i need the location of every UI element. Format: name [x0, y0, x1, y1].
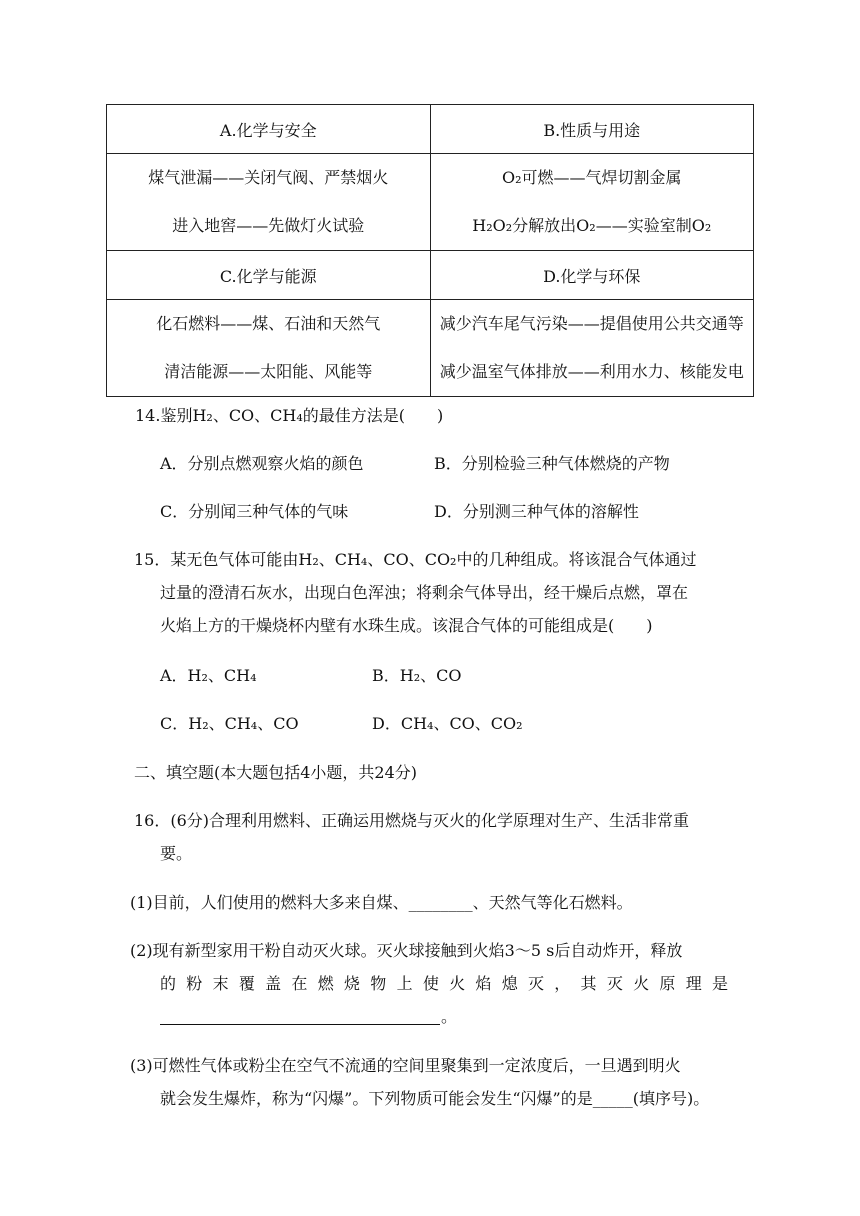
- q16-sub3-line: 就会发生爆炸，称为“闪爆”。下列物质可能会发生“闪爆”的是_____(填序号)。: [160, 1089, 710, 1108]
- q15-option-a[interactable]: A．H₂、CH₄: [160, 666, 257, 685]
- table-header-a: A.化学与安全: [107, 105, 431, 154]
- q16-sub2-line: 的粉末覆盖在燃烧物上使火焰熄灭，其灭火原理是: [160, 974, 728, 993]
- q15-option-b[interactable]: B．H₂、CO: [372, 666, 462, 685]
- q14-option-c[interactable]: C．分别闻三种气体的气味: [160, 502, 349, 521]
- question-16-stem-line: 16．(6分)合理利用燃料、正确运用燃烧与灭火的化学原理对生产、生活非常重: [134, 811, 690, 830]
- question-15-stem-line: 火焰上方的干燥烧杯内壁有水珠生成。该混合气体的可能组成是( ): [160, 616, 653, 635]
- table-cell-b: [430, 154, 754, 251]
- table-header-d: D.化学与环保: [430, 251, 754, 300]
- question-14-stem: 14.鉴别H₂、CO、CH₄的最佳方法是( ): [135, 406, 444, 425]
- q16-sub1: (1)目前，人们使用的燃料大多来自煤、________、天然气等化石燃料。: [130, 893, 633, 912]
- table-cell-line: 减少汽车尾气污染——提倡使用公共交通等: [439, 314, 744, 333]
- q16-sub2-end: 。: [441, 1007, 458, 1026]
- q16-sub3-line: (3)可燃性气体或粉尘在空气不流通的空间里聚集到一定浓度后，一旦遇到明火: [130, 1056, 681, 1075]
- question-16-stem-line: 要。: [160, 844, 193, 863]
- q14-option-b[interactable]: B．分别检验三种气体燃烧的产物: [434, 454, 670, 473]
- q14-option-a[interactable]: A．分别点燃观察火焰的颜色: [160, 454, 364, 473]
- table-cell-line: H₂O₂分解放出O₂——实验室制O₂: [472, 216, 712, 235]
- q16-sub2-line: (2)现有新型家用干粉自动灭火球。灭火球接触到火焰3～5 s后自动炸开，释放: [130, 941, 683, 960]
- section-2-title: 二、填空题(本大题包括4小题，共24分): [134, 763, 418, 782]
- q15-option-d[interactable]: D．CH₄、CO、CO₂: [372, 714, 523, 733]
- q14-option-d[interactable]: D．分别测三种气体的溶解性: [434, 502, 639, 521]
- table-header-b: B.性质与用途: [430, 105, 754, 154]
- table-cell-line: 化石燃料——煤、石油和天然气: [156, 314, 381, 333]
- table-cell-line: 进入地窖——先做灯火试验: [172, 216, 365, 235]
- question-15-stem-line: 15．某无色气体可能由H₂、CH₄、CO、CO₂中的几种组成。将该混合气体通过: [134, 550, 697, 569]
- table-cell-line: 煤气泄漏——关闭气阀、严禁烟火: [148, 168, 389, 187]
- knowledge-table: [106, 104, 754, 397]
- table-header-c: C.化学与能源: [107, 251, 431, 300]
- q16-sub2-answer-blank[interactable]: [160, 1024, 440, 1025]
- question-15-stem-line: 过量的澄清石灰水，出现白色浑浊；将剩余气体导出，经干燥后点燃，罩在: [160, 583, 689, 602]
- table-cell-d: [430, 300, 754, 397]
- table-cell-c: [107, 300, 431, 397]
- table-cell-a: [107, 154, 431, 251]
- table-cell-line: O₂可燃——气焊切割金属: [501, 168, 682, 187]
- q15-option-c[interactable]: C．H₂、CH₄、CO: [160, 714, 299, 733]
- table-cell-line: 清洁能源——太阳能、风能等: [164, 362, 373, 381]
- table-cell-line: 减少温室气体排放——利用水力、核能发电: [439, 362, 744, 381]
